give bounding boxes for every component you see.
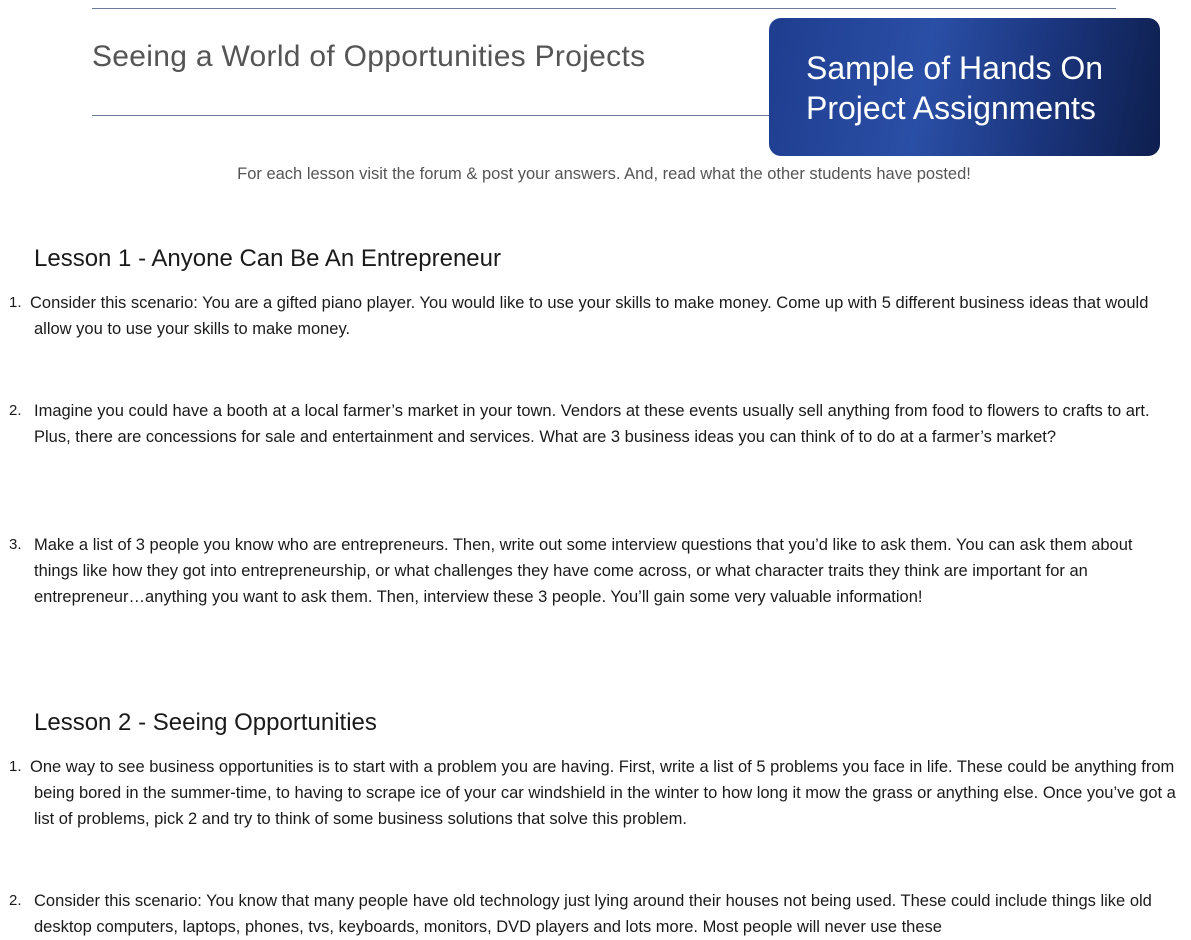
item-number: 1. (9, 758, 22, 775)
item-number: 3. (9, 536, 22, 553)
lesson-2-item-1 (9, 754, 1179, 832)
item-text: Make a list of 3 people you know who are entrepreneurs. Then, write out some interview questions that you’d like to ask them. You can ask them about things like how they got into entrepreneurship, or what challenges they have come across, or what character traits they think are important for an entrepreneur…anything you want to ask them. Then, interview these 3 people. You’ll gain some very valuable information! (34, 536, 1133, 606)
title-divider (92, 115, 772, 116)
intro-text: For each lesson visit the forum & post your answers. And, read what the other students have posted! (237, 165, 971, 183)
banner-line-1: Sample of Hands On (806, 50, 1104, 86)
item-text: Consider this scenario: You know that many people have old technology just lying around their houses not being used. These could include things like old desktop computers, laptops, phones, tvs, keyboards, monitors, DVD players and lots more. Most people will never use these (34, 892, 1152, 936)
item-text: One way to see business opportunities is to start with a problem you are having. First, write a list of 5 problems you face in life. These could be anything from being bored in the summer-time, to having to scrape ice of your car windshield in the winter to how long it mow the grass or anything else. Once you’ve got a list of problems, pick 2 and try to think of some business solutions that solve this problem. (30, 758, 1176, 828)
lesson-1-item-3 (9, 532, 1179, 610)
lesson-2-heading: Lesson 2 - Seeing Opportunities (34, 709, 377, 736)
item-number: 2. (9, 402, 22, 419)
top-divider (92, 8, 1116, 9)
item-number: 2. (9, 892, 22, 909)
lesson-1-heading: Lesson 1 - Anyone Can Be An Entrepreneur (34, 245, 501, 272)
banner-line-2: Project Assignments (806, 90, 1096, 126)
item-text: Imagine you could have a booth at a local farmer’s market in your town. Vendors at these events usually sell anything from food to flowers to crafts to art. Plus, there are concessions for sale and entertainment and services. What are 3 business ideas you can think of to do at a farmer’s market? (34, 402, 1150, 446)
banner (769, 18, 1160, 156)
lesson-1-item-1 (9, 290, 1179, 342)
item-text: Consider this scenario: You are a gifted piano player. You would like to use your skills to make money. Come up with 5 different business ideas that would allow you to use your skills to make money. (30, 294, 1149, 338)
lesson-1-item-2 (9, 398, 1179, 450)
lesson-2-item-2 (9, 888, 1179, 940)
page-title: Seeing a World of Opportunities Projects (92, 40, 646, 73)
item-number: 1. (9, 294, 22, 311)
